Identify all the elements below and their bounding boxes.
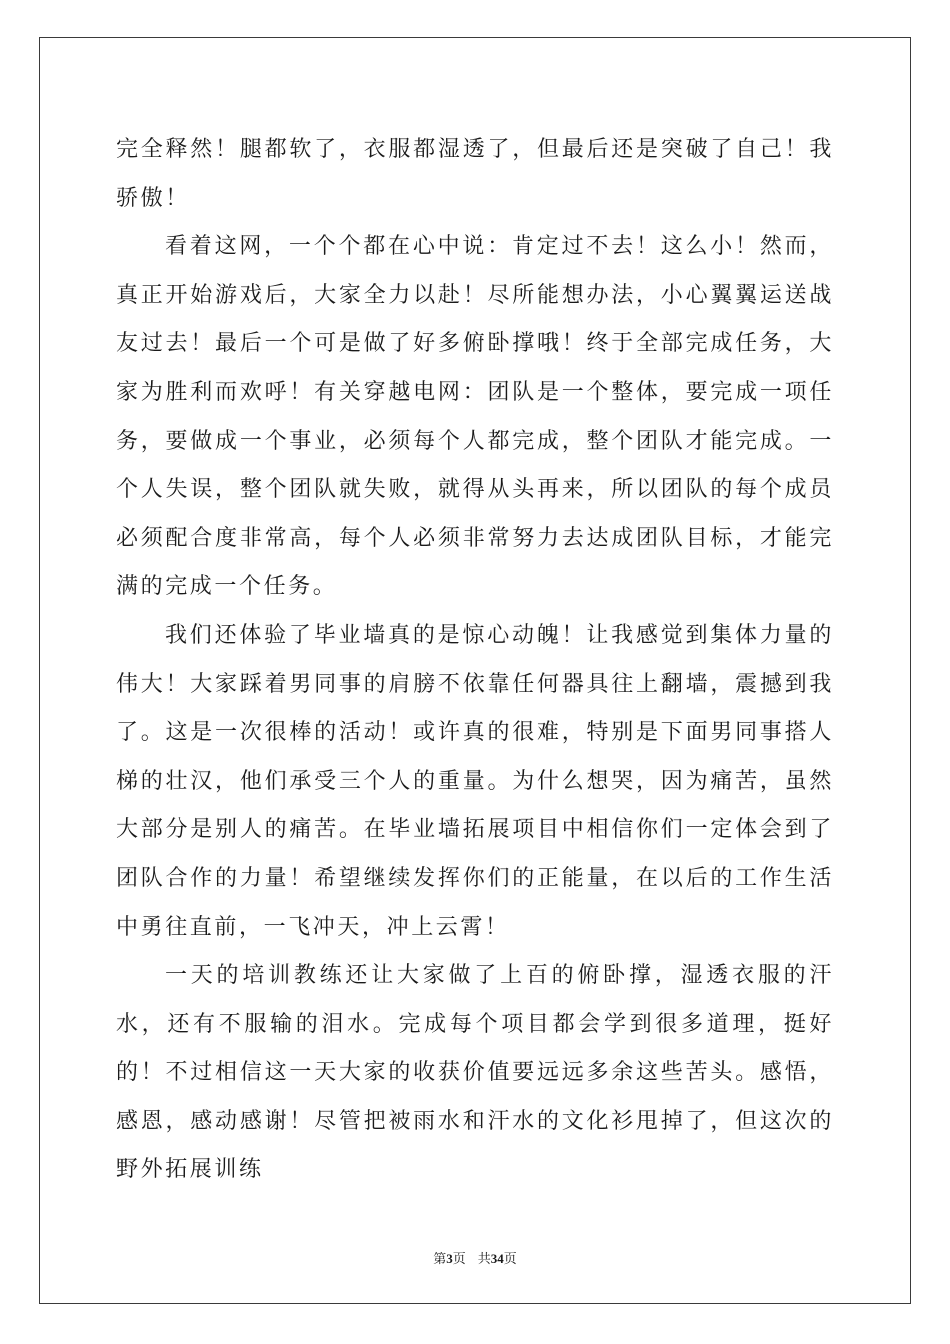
paragraph-4: 一天的培训教练还让大家做了上百的俯卧撑，湿透衣服的汗水，还有不服输的泪水。完成每个项目都会学到很多道理，挺好的！不过相信这一天大家的收获价值要远远多余这些苦头。感悟，感恩，感动感谢！尽管把被雨水和汗水的文化衫甩掉了，但这次的野外拓展训练 bbox=[116, 963, 834, 1183]
page-suffix: 页 bbox=[452, 1252, 466, 1267]
paragraph-2: 看着这网，一个个都在心中说：肯定过不去！这么小！然而，真正开始游戏后，大家全力以赴！尽所能想办法，小心翼翼运送战友过去！最后一个可是做了好多俯卧撑哦！终于全部完成任务，大家为胜利而欢呼！有关穿越电网：团队是一个整体，要完成一项任务，要做成一个事业，必须每个人都完成，整个团队才能完成。一个人失误，整个团队就失败，就得从头再来，所以团队的每个成员必须配合度非常高，每个人必须非常努力去达成团队目标，才能完满的完成一个任务。 bbox=[116, 234, 834, 600]
document-body bbox=[116, 126, 834, 1195]
page-number: 3 bbox=[446, 1251, 453, 1266]
page-footer bbox=[0, 1248, 950, 1267]
page-prefix: 第 bbox=[433, 1252, 447, 1267]
total-suffix: 页 bbox=[503, 1252, 517, 1267]
total-prefix: 共 bbox=[477, 1252, 491, 1267]
paragraph-1: 完全释然！腿都软了，衣服都湿透了，但最后还是突破了自己！我骄傲！ bbox=[116, 137, 834, 211]
paragraph-3: 我们还体验了毕业墙真的是惊心动魄！让我感觉到集体力量的伟大！大家踩着男同事的肩膀不依靠任何器具往上翻墙，震撼到我了。这是一次很棒的活动！或许真的很难，特别是下面男同事搭人梯的壮汉，他们承受三个人的重量。为什么想哭，因为痛苦，虽然大部分是别人的痛苦。在毕业墙拓展项目中相信你们一定体会到了团队合作的力量！希望继续发挥你们的正能量，在以后的工作生活中勇往直前，一飞冲天，冲上云霄！ bbox=[116, 622, 834, 940]
total-pages: 34 bbox=[490, 1251, 504, 1266]
